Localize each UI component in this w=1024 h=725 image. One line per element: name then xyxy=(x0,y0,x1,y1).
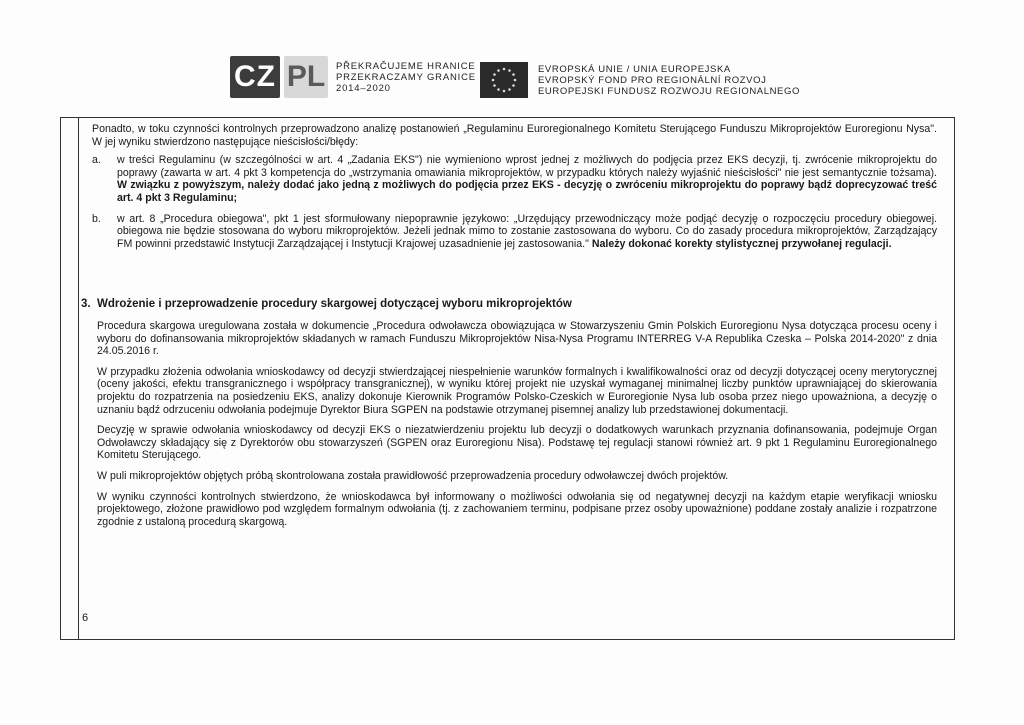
section-paragraph-2: W przypadku złożenia odwołania wnioskodawcy od decyzji stwierdzającej niespełnienie warunków formalnych i kwalifikowalności oraz od decyzji dotyczącej oceny merytorycznej (oceny jakości, efektu transgranicznego i współpracy transgranicznej), w wyniku której projekt nie uzyskał wymaganej minimalnej liczby punktów uprawniającej do skierowania projektu do rozpatrzenia na posiedzeniu EKS, analizy dokonuje Kierownik Programów Polsko-Czeskich w Euroregionie Nysa lub osoba przez niego upoważniona, a decyzję o uznaniu bądź odrzuceniu odwołania podejmuje Dyrektor Biura SGPEN na podstawie otrzymanej pisemnej analizy lub przedstawionej dokumentacji. xyxy=(97,365,937,416)
list-body-b xyxy=(117,213,937,251)
list-body-a xyxy=(117,154,937,204)
eu-line2: EVROPSKÝ FOND PRO REGIONÁLNÍ ROZVOJ xyxy=(538,74,767,86)
list-letter-b: b. xyxy=(92,212,101,225)
czpl-line1: PŘEKRAČUJEME HRANICE xyxy=(336,60,476,72)
pl-logo-mark: PL xyxy=(284,56,328,98)
list-text-b: w art. 8 „Procedura obiegowa", pkt 1 jest sformułowany niepoprawnie językowo: „Urzędujący przewodniczący może podjąć decyzję o rozpoczęciu procedury obiegowej. obiegowa nie będzie stosowana do wyboru mikroprojektów. Jeżeli jednak mimo to zostanie zastosowana do wyboru. Co do zasady procedura mikroprojektów, Zarządzający FM powinni przedstawić Instytucji Zarządzającej i Instytucji Krajowej uzasadnienie jej zastosowania." xyxy=(117,212,937,250)
intro-paragraph: Ponadto, w toku czynności kontrolnych przeprowadzono analizę postanowień „Regulaminu Euroregionalnego Komitetu Sterującego Funduszu Mikroprojektów Euroregionu Nysa". W jej wyniku stwierdzono następujące nieścisłości/błędy: xyxy=(92,123,937,148)
interreg-czpl-logo xyxy=(230,56,476,98)
frame-divider xyxy=(78,117,79,640)
eu-logo xyxy=(480,62,800,98)
eu-logo-text xyxy=(538,64,800,97)
section-paragraph-5: W wyniku czynności kontrolnych stwierdzono, że wnioskodawca był informowany o możliwości odwołania się od negatywnej decyzji na każdym etapie weryfikacji wniosku projektowego, złożone prawidłowo pod względem formalnym odwołania (tj. z zachowaniem terminu, podpisane przez osoby upoważnione) poddane zostały analizie i rozpatrzone zgodnie z ustaloną procedurą skargową. xyxy=(97,490,937,528)
eu-line1: EVROPSKÁ UNIE / UNIA EUROPEJSKA xyxy=(538,63,731,75)
list-item-b xyxy=(92,213,937,251)
list-text-a: w treści Regulaminu (w szczególności w art. 4 „Zadania EKS") nie wymieniono wprost jednej z możliwych do podjęcia przez EKS decyzji, tj. zwrócenie mikroprojektu do poprawy (zawarta w art. 4 pkt 3 kompetencja do „wstrzymania omawiania mikroprojektów, w przypadku których należy wyjaśnić nieścisłości" nie jest semantycznie tożsama). xyxy=(117,154,937,179)
czpl-line2: PRZEKRACZAMY GRANICE xyxy=(336,71,476,83)
czpl-logo-text xyxy=(336,61,476,94)
section-body xyxy=(97,320,937,536)
eu-flag-icon xyxy=(480,62,528,98)
list-item-a xyxy=(92,154,937,204)
list-bold-a: W związku z powyższym, należy dodać jako jedną z możliwych do podjęcia przez EKS - decyzję o zwróceniu mikroprojektu do poprawy bądź doprecyzować treść art. 4 pkt 3 Regulaminu; xyxy=(117,179,937,204)
section-paragraph-4: W puli mikroprojektów objętych próbą skontrolowana została prawidłowość przeprowadzenia procedury odwoławczej dwóch projektów. xyxy=(97,469,729,482)
cz-logo-mark: CZ xyxy=(230,56,280,98)
intro-block xyxy=(92,123,937,250)
list-bold-b: Należy dokonać korekty stylistycznej przywołanej regulacji. xyxy=(591,237,892,250)
section-title: Wdrożenie i przeprowadzenie procedury skargowej dotyczącej wyboru mikroprojektów xyxy=(97,298,572,310)
czpl-line3: 2014–2020 xyxy=(336,82,391,94)
page-number: 6 xyxy=(82,612,89,624)
section-paragraph-3: Decyzję w sprawie odwołania wnioskodawcy od decyzji EKS o niezatwierdzeniu projektu lub decyzji o dodatkowych warunkach przyznania dofinansowania, podejmuje Organ Odwoławczy składający się z Dyrektorów obu stowarzyszeń (SGPEN oraz Euroregionu Nisa). Podstawę tej regulacji stanowi również art. 9 pkt 1 Regulaminu Euroregionalnego Komitetu Sterującego. xyxy=(97,424,937,462)
section-number: 3. xyxy=(81,298,91,310)
section-paragraph-1: Procedura skargowa uregulowana została w dokumencie „Procedura odwoławcza obowiązująca w Stowarzyszeniu Gmin Polskich Euroregionu Nysa dotycząca procesu oceny i wyboru do dofinansowania mikroprojektów składanych w ramach Funduszu Mikroprojektów Nisa-Nysa Programu INTERREG V-A Republika Czeska – Polska 2014-2020" z dnia 24.05.2016 r. xyxy=(97,320,937,358)
list-letter-a: a. xyxy=(92,154,101,167)
eu-line3: EUROPEJSKI FUNDUSZ ROZWOJU REGIONALNEGO xyxy=(538,85,800,97)
